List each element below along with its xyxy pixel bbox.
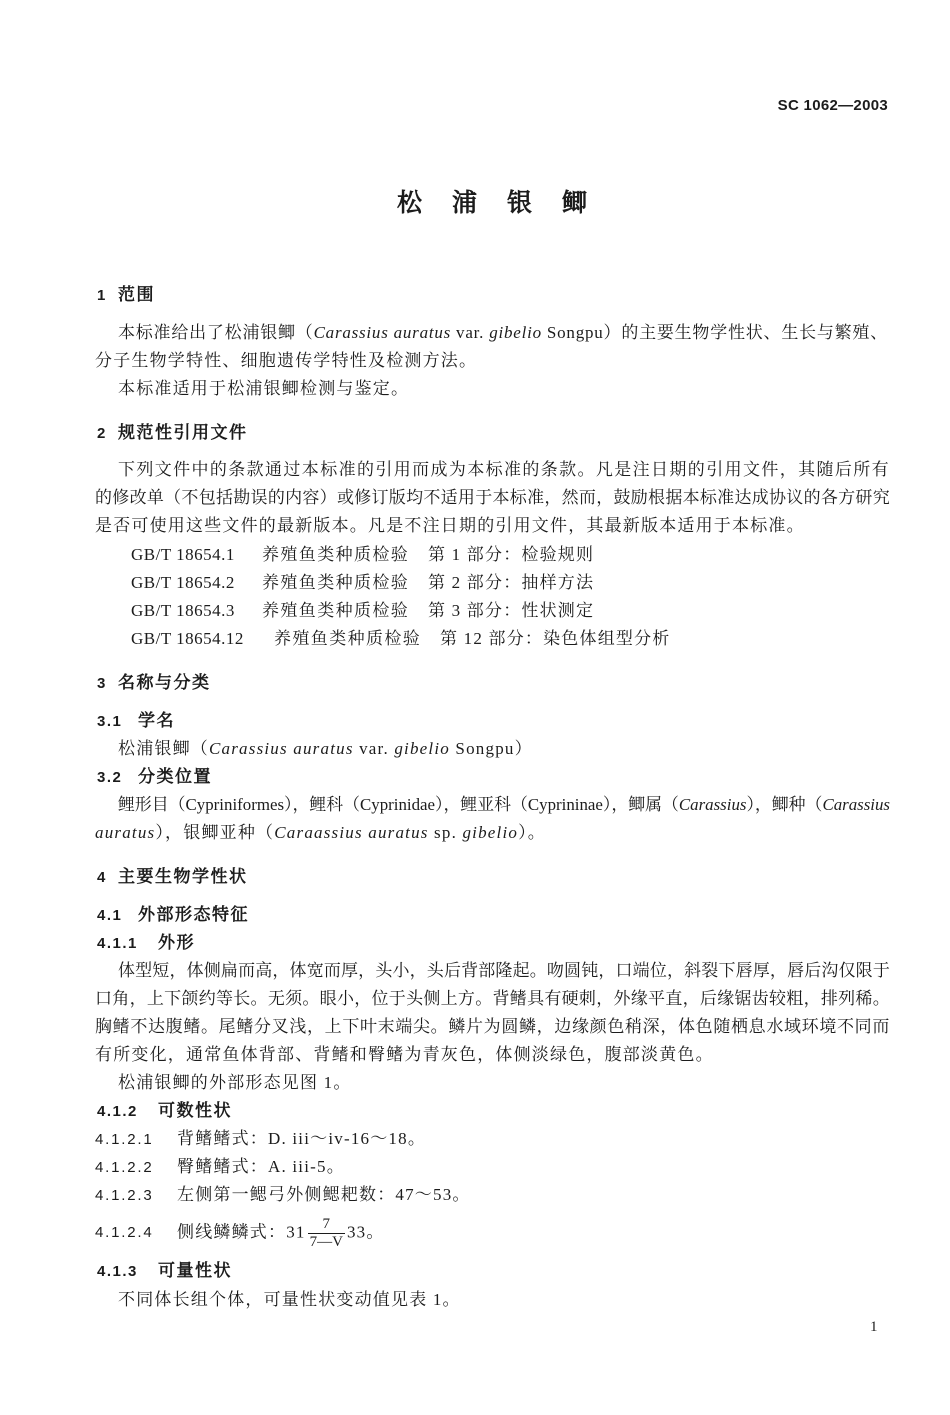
reference-title: 养殖鱼类种质检验 xyxy=(262,601,410,620)
classification-line xyxy=(118,793,891,817)
item-text: 33。 xyxy=(346,1222,385,1242)
lateral-line-scale-item xyxy=(95,1216,385,1251)
reference-item xyxy=(131,543,594,567)
scope-paragraph-line: 本标准适用于松浦银鲫检测与鉴定。 xyxy=(118,379,410,398)
countable-trait-item xyxy=(95,1183,471,1207)
item-number: 4.1.2.3 xyxy=(95,1187,154,1204)
morphology-paragraph-line: 胸鳍不达腹鳍。尾鳍分叉浅，上下叶末端尖。鳞片为圆鳞，边缘颜色稍深，体色随栖息水域环境不同而 xyxy=(95,1017,890,1036)
reference-title: 养殖鱼类种质检验 xyxy=(262,573,410,592)
section-title: 外形 xyxy=(158,933,195,952)
section-title: 可量性状 xyxy=(158,1261,232,1280)
variety-name-italic: gibelio xyxy=(489,323,542,342)
section-number: 4.1 xyxy=(97,907,123,924)
genus-name-italic: Carassius xyxy=(678,795,747,814)
text-run: 本标准给出了松浦银鲫（ xyxy=(118,323,314,342)
text-run: ），鲫种（ xyxy=(746,795,823,814)
section-3-2-heading xyxy=(97,765,212,789)
morphology-paragraph-line: 口角，上下颌约等长。无须。眼小，位于头侧上方。背鳍具有硬刺，外缘平直，后缘锯齿较粗，排列稀。 xyxy=(95,989,890,1008)
reference-code: GB/T 18654.2 xyxy=(131,573,235,592)
section-title: 外部形态特征 xyxy=(138,905,249,924)
scientific-name-line xyxy=(118,737,533,761)
section-number: 4 xyxy=(97,869,107,886)
item-text: 侧线鳞鳞式：31 xyxy=(177,1222,306,1242)
reference-part: 第 3 部分：性状测定 xyxy=(428,601,595,620)
section-4-1-1-heading xyxy=(97,931,195,955)
species-name-italic: Carassius auratus xyxy=(209,739,354,758)
fraction-denominator: 7—V xyxy=(309,1234,343,1250)
section-title: 主要生物学性状 xyxy=(118,867,248,886)
section-title: 学名 xyxy=(138,711,175,730)
figure-reference-line: 松浦银鲫的外部形态见图 1。 xyxy=(118,1073,352,1092)
subspecies-name-italic: gibelio xyxy=(462,823,519,842)
reference-part: 第 1 部分：检验规则 xyxy=(428,545,595,564)
text-run: ），银鲫亚种（ xyxy=(155,823,275,842)
section-4-1-heading xyxy=(97,903,249,927)
reference-item xyxy=(131,627,671,651)
text-run: ）。 xyxy=(518,823,547,842)
scope-paragraph-line: 分子生物学特性、细胞遗传学特性及检测方法。 xyxy=(95,351,478,370)
section-number: 1 xyxy=(97,287,107,304)
section-number: 4.1.1 xyxy=(97,935,138,952)
fraction xyxy=(308,1216,345,1251)
section-2-heading xyxy=(97,421,248,445)
morphology-paragraph-line: 体型短，体侧扁而高，体宽而厚，头小，头后背部隆起。吻圆钝，口端位，斜裂下唇厚，唇后沟仅限于 xyxy=(118,961,890,980)
section-number: 3 xyxy=(97,675,107,692)
paragraph-line: 下列文件中的条款通过本标准的引用而成为本标准的条款。凡是注日期的引用文件，其随后所有 xyxy=(118,460,890,479)
document-title: 松浦银鲫 xyxy=(397,189,618,217)
section-title: 范围 xyxy=(118,285,155,304)
reference-part: 第 12 部分：染色体组型分析 xyxy=(440,629,671,648)
variety-name-italic: gibelio xyxy=(394,739,450,758)
section-3-1-heading xyxy=(97,709,175,733)
reference-item xyxy=(131,571,594,595)
species-name-italic: Carassius auratus xyxy=(313,323,452,342)
section-number: 4.1.3 xyxy=(97,1263,138,1280)
countable-trait-item xyxy=(95,1127,426,1151)
paragraph-line: 是否可使用这些文件的最新版本。凡是不注日期的引用文件，其最新版本适用于本标准。 xyxy=(95,516,805,535)
section-number: 3.1 xyxy=(97,713,123,730)
reference-part: 第 2 部分：抽样方法 xyxy=(428,573,595,592)
item-text: 臀鳍鳍式：A. iii-5。 xyxy=(177,1157,345,1176)
text-run: Songpu）的主要生物学性状、生长与繁殖、 xyxy=(541,323,888,342)
text-run: 松浦银鲫（ xyxy=(118,739,209,758)
species-name-italic: Caraassius auratus xyxy=(274,823,429,842)
item-number: 4.1.2.2 xyxy=(95,1159,154,1176)
section-1-heading xyxy=(97,283,155,307)
genus-name-italic: Carassius xyxy=(822,795,891,814)
text-run: 鲤形目（Cypriniformes），鲤科（Cyprinidae），鲤亚科（Cyprininae），鲫属（ xyxy=(118,795,679,814)
page-number: 1 xyxy=(870,1319,878,1335)
scope-paragraph-line xyxy=(118,321,888,345)
text-run: var. xyxy=(451,323,490,342)
paragraph-line: 的修改单（不包括勘误的内容）或修订版均不适用于本标准，然而，鼓励根据本标准达成协议的各方研究 xyxy=(95,488,890,507)
section-4-1-2-heading xyxy=(97,1099,232,1123)
text-run: var. xyxy=(353,739,395,758)
morphology-paragraph-line: 有所变化，通常鱼体背部、背鳍和臀鳍为青灰色，体侧淡绿色，腹部淡黄色。 xyxy=(95,1045,714,1064)
classification-line xyxy=(95,821,546,845)
section-number: 4.1.2 xyxy=(97,1103,138,1120)
item-number: 4.1.2.4 xyxy=(95,1224,154,1242)
reference-title: 养殖鱼类种质检验 xyxy=(262,545,410,564)
reference-title: 养殖鱼类种质检验 xyxy=(274,629,422,648)
section-number: 2 xyxy=(97,425,107,442)
reference-code: GB/T 18654.3 xyxy=(131,601,235,620)
fraction-numerator: 7 xyxy=(308,1216,345,1234)
reference-code: GB/T 18654.12 xyxy=(131,629,244,648)
section-title: 可数性状 xyxy=(158,1101,232,1120)
section-number: 3.2 xyxy=(97,769,123,786)
text-run: Songpu） xyxy=(449,739,533,758)
species-epithet-italic: auratus xyxy=(95,823,156,842)
reference-code: GB/T 18654.1 xyxy=(131,545,235,564)
section-4-heading xyxy=(97,865,248,889)
text-run: sp. xyxy=(428,823,463,842)
item-number: 4.1.2.1 xyxy=(95,1131,154,1148)
reference-item xyxy=(131,599,594,623)
item-text: 左侧第一鳃弓外侧鳃耙数：47～53。 xyxy=(177,1185,471,1204)
section-title: 名称与分类 xyxy=(118,673,211,692)
measurable-traits-line: 不同体长组个体，可量性状变动值见表 1。 xyxy=(118,1290,461,1309)
section-title: 规范性引用文件 xyxy=(118,423,248,442)
standard-code: SC 1062—2003 xyxy=(777,97,888,114)
section-4-1-3-heading xyxy=(97,1259,232,1283)
section-3-heading xyxy=(97,671,211,695)
item-text: 背鳍鳍式：D. iii～iv-16～18。 xyxy=(177,1129,427,1148)
section-title: 分类位置 xyxy=(138,767,212,786)
countable-trait-item xyxy=(95,1155,345,1179)
